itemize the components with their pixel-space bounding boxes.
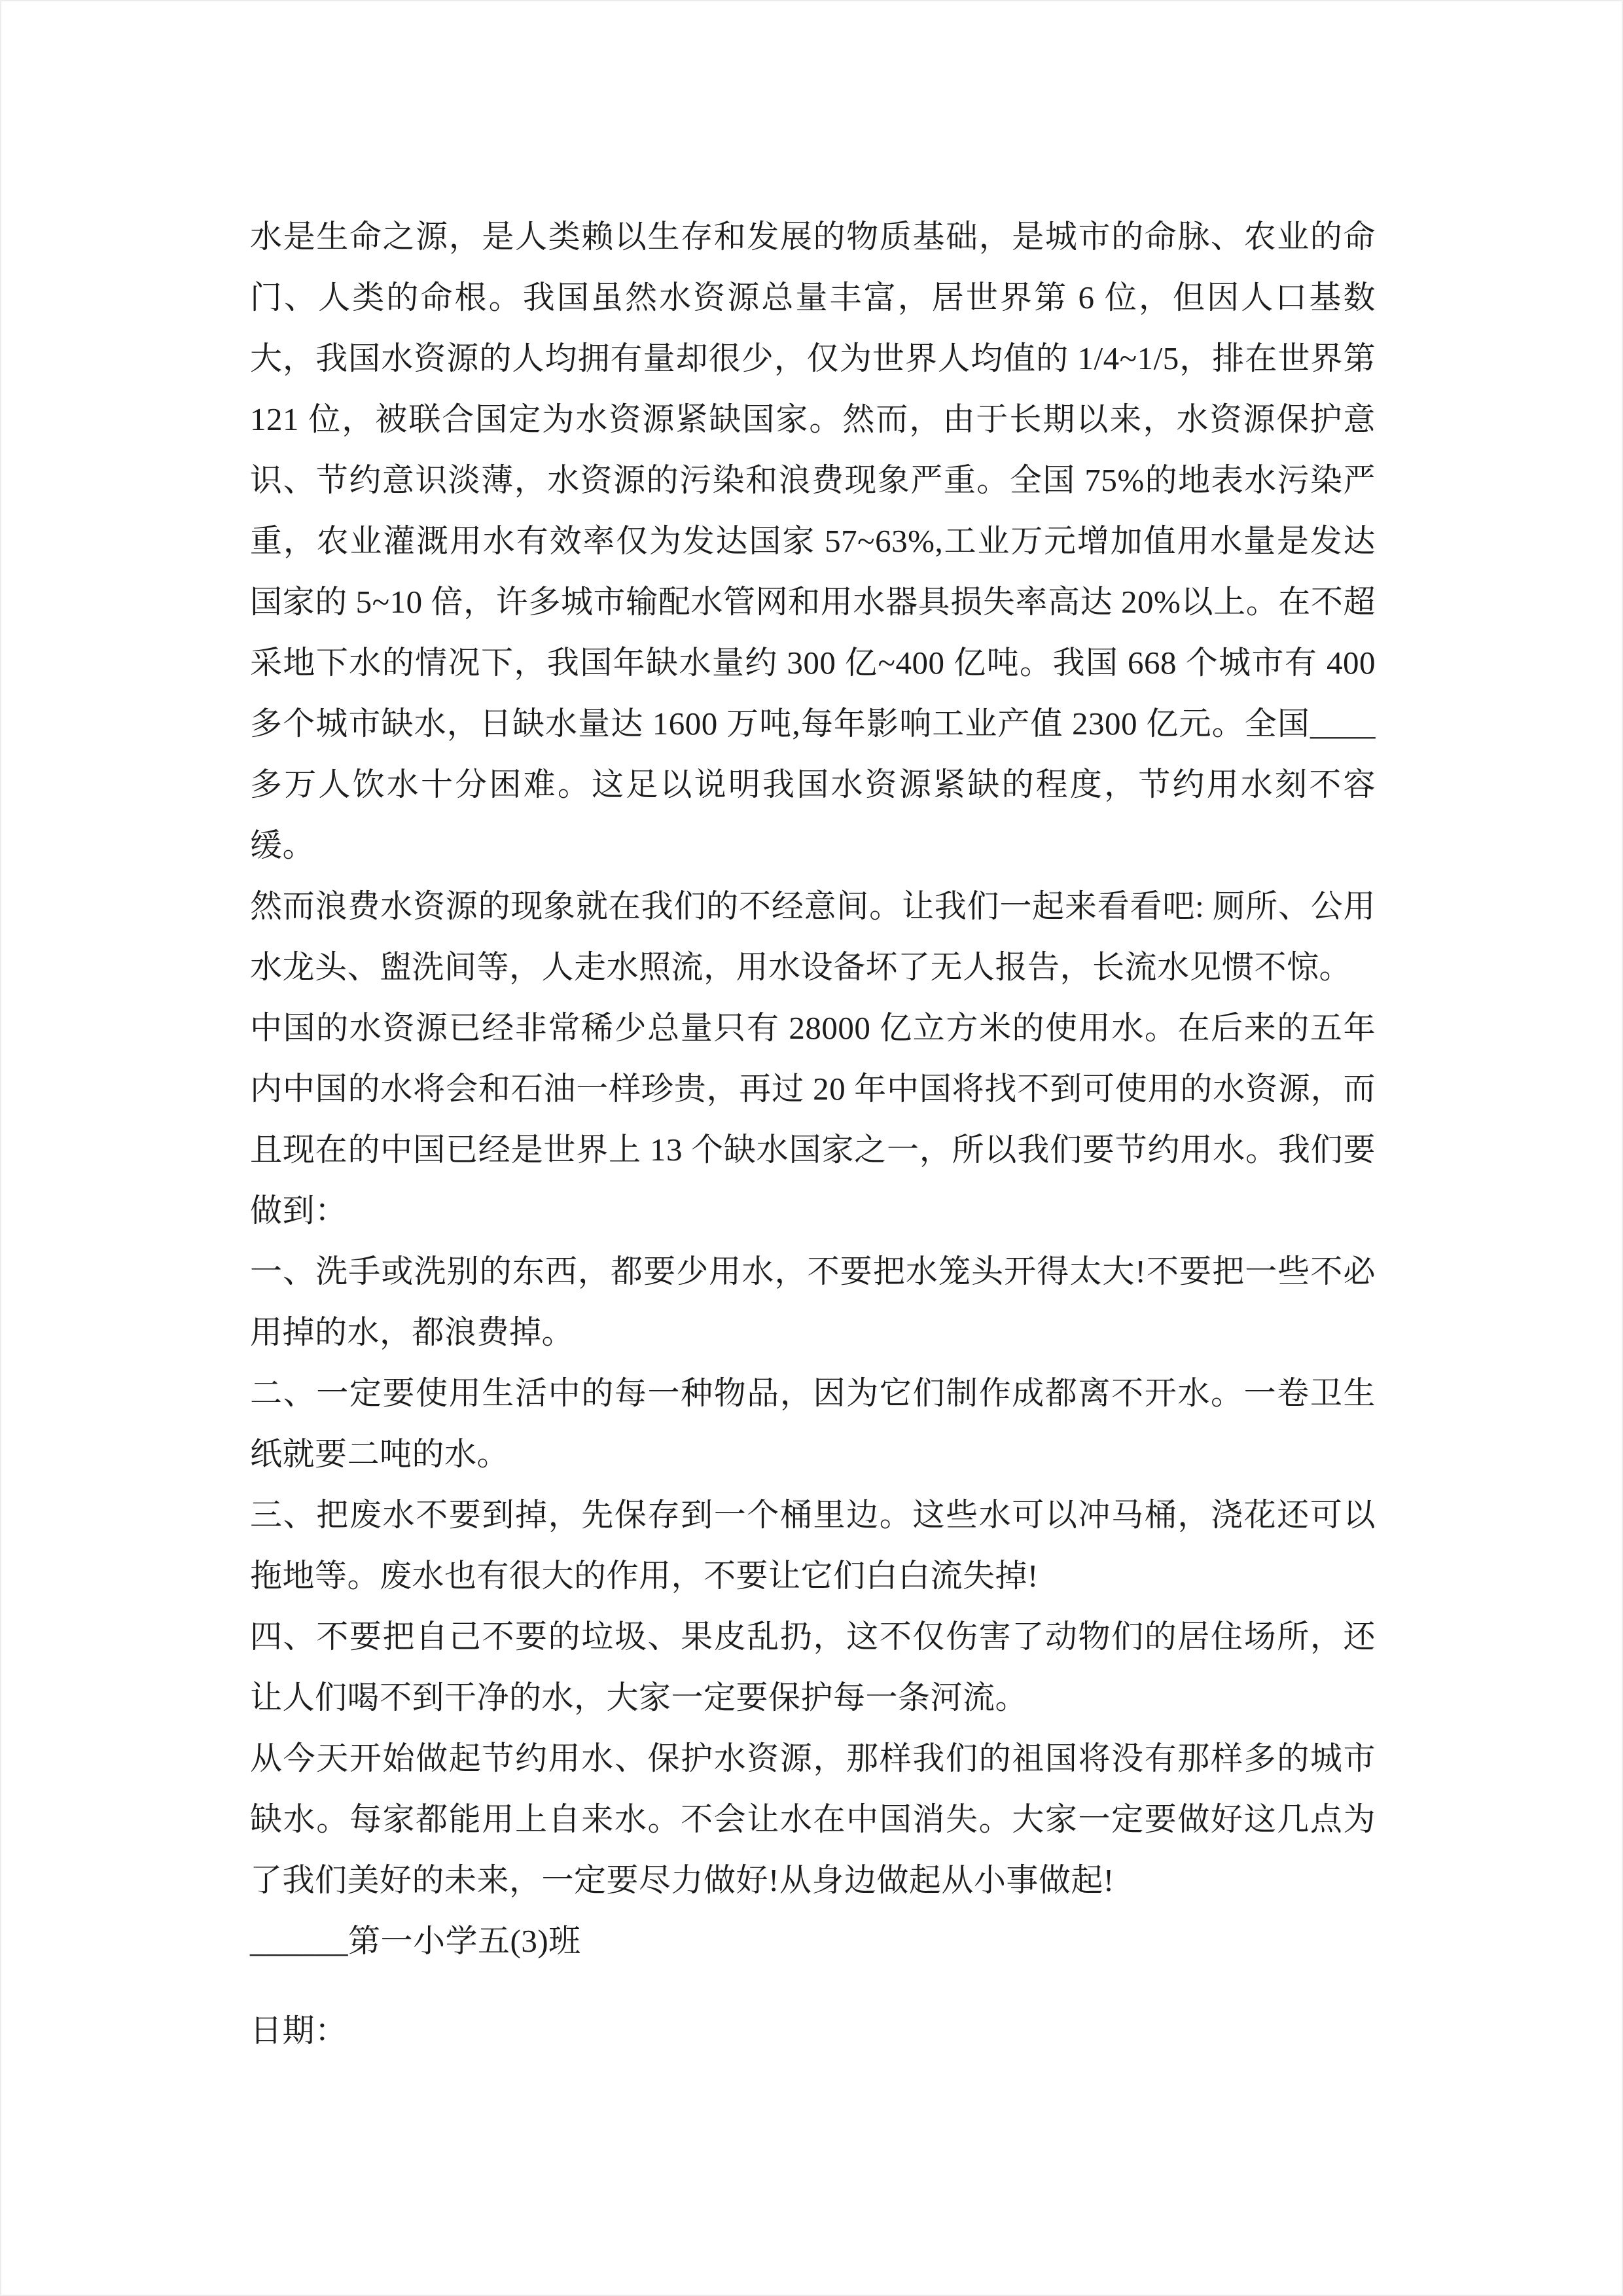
date-line: 日期： <box>250 2013 348 2049</box>
paragraph-waste-examples: 然而浪费水资源的现象就在我们的不经意间。让我们一起来看看吧: 厕所、公用水龙头、盥洗间等，人走水照流，用水设备坏了无人报告，长流水见惯不惊。 <box>250 888 1376 985</box>
paragraph-item-3: 三、把废水不要到掉，先保存到一个桶里边。这些水可以冲马桶，浇花还可以拖地等。废水也有很大的作用，不要让它们白白流失掉! <box>250 1497 1376 1594</box>
paragraph-item-2: 二、一定要使用生活中的每一种物品，因为它们制作成都离不开水。一卷卫生纸就要二吨的水。 <box>250 1375 1376 1472</box>
signature-line: ______第一小学五(3)班 <box>250 1923 581 1959</box>
paragraph-item-1: 一、洗手或洗别的东西，都要少用水，不要把水笼头开得太大!不要把一些不必用掉的水，都浪费掉。 <box>250 1253 1376 1350</box>
paragraph-item-4: 四、不要把自己不要的垃圾、果皮乱扔，这不仅伤害了动物们的居住场所，还让人们喝不到干净的水，大家一定要保护每一条河流。 <box>250 1619 1376 1715</box>
paragraph-conclusion: 从今天开始做起节约用水、保护水资源，那样我们的祖国将没有那样多的城市缺水。每家都能用上自来水。不会让水在中国消失。大家一定要做好这几点为了我们美好的未来，一定要尽力做好!从身边做起从小事做起! <box>250 1740 1376 1898</box>
paragraph-scarcity: 中国的水资源已经非常稀少总量只有 28000 亿立方米的使用水。在后来的五年内中国的水将会和石油一样珍贵，再过 20 年中国将找不到可使用的水资源，而且现在的中国已经是世界上 13 个缺水国家之一，所以我们要节约用水。我们要做到： <box>250 1010 1376 1229</box>
paragraph-intro: 水是生命之源，是人类赖以生存和发展的物质基础，是城市的命脉、农业的命门、人类的命根。我国虽然水资源总量丰富，居世界第 6 位，但因人口基数大，我国水资源的人均拥有量却很少，仅为世界人均值的 1/4~1/5，排在世界第 121 位，被联合国定为水资源紧缺国家。然而，由于长期以来，水资源保护意识、节约意识淡薄，水资源的污染和浪费现象严重。全国 75%的地表水污染严重，农业灌溉用水有效率仅为发达国家 57~63%,工业万元增加值用水量是发达国家的 5~10 倍，许多城市输配水管网和用水器具损失率高达 20%以上。在不超采地下水的情况下，我国年缺水量约 300 亿~400 亿吨。我国 668 个城市有 400 多个城市缺水，日缺水量达 1600 万吨,每年影响工业产值 2300 亿元。全国____多万人饮水十分困难。这足以说明我国水资源紧缺的程度，节约用水刻不容缓。 <box>250 219 1376 863</box>
